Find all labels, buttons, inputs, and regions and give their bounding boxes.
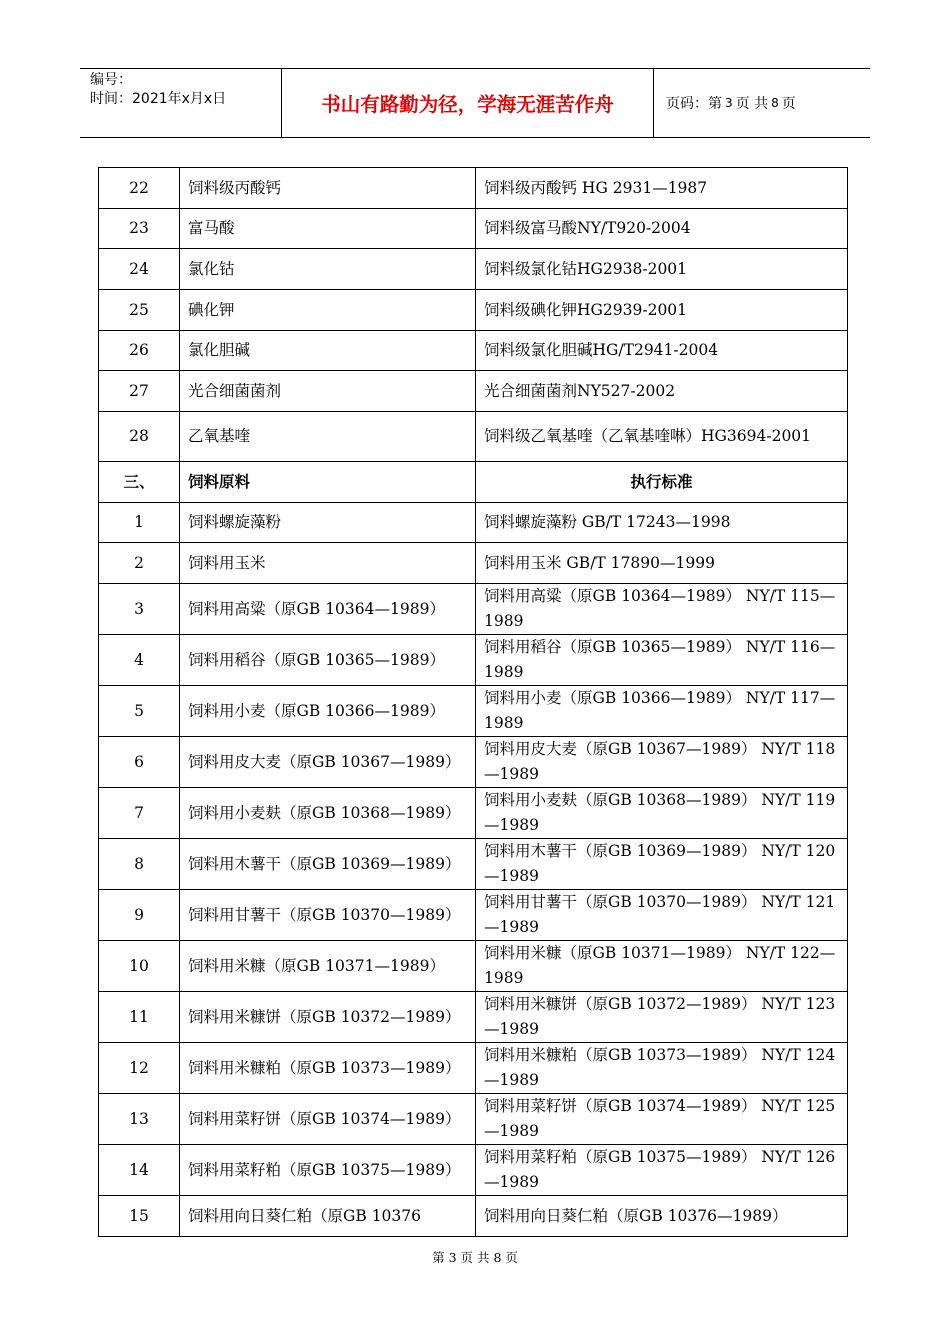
- row-number: 1: [99, 503, 180, 543]
- standards-table: [98, 167, 848, 1237]
- standard-code: 饲料级氯化钴HG2938-2001: [476, 249, 848, 290]
- row-number: 23: [99, 209, 180, 249]
- table-row: [99, 737, 848, 788]
- document-date: 时间：2021年x月x日: [90, 91, 227, 107]
- section-header-row: [99, 462, 848, 503]
- table-row: [99, 249, 848, 290]
- row-number: 10: [99, 941, 180, 992]
- header-motto: 书山有路勤为径，学海无涯苦作舟: [282, 69, 654, 137]
- row-number: 14: [99, 1145, 180, 1196]
- standard-code: 饲料用稻谷（原GB 10365—1989） NY/T 116—1989: [476, 635, 848, 686]
- row-number: 2: [99, 543, 180, 584]
- row-number: 22: [99, 168, 180, 209]
- material-name: 饲料原料: [180, 462, 476, 503]
- standard-code: 饲料用米糠（原GB 10371—1989） NY/T 122—1989: [476, 941, 848, 992]
- row-number: 28: [99, 412, 180, 462]
- table-row: [99, 584, 848, 635]
- table-row: [99, 635, 848, 686]
- material-name: 饲料用米糠饼（原GB 10372—1989）: [180, 992, 476, 1043]
- page-total: 8: [771, 96, 779, 110]
- standard-code: 饲料用皮大麦（原GB 10367—1989） NY/T 118—1989: [476, 737, 848, 788]
- material-name: 饲料用玉米: [180, 543, 476, 584]
- row-number: 25: [99, 290, 180, 331]
- material-name: 饲料用木薯干（原GB 10369—1989）: [180, 839, 476, 890]
- row-number: 7: [99, 788, 180, 839]
- material-name: 氯化胆碱: [180, 331, 476, 371]
- standard-code: 饲料级氯化胆碱HG/T2941-2004: [476, 331, 848, 371]
- material-name: 饲料用向日葵仁粕（原GB 10376: [180, 1196, 476, 1237]
- standard-code: 饲料用菜籽粕（原GB 10375—1989） NY/T 126—1989: [476, 1145, 848, 1196]
- material-name: 富马酸: [180, 209, 476, 249]
- material-name: 碘化钾: [180, 290, 476, 331]
- material-name: 饲料用菜籽饼（原GB 10374—1989）: [180, 1094, 476, 1145]
- material-name: 饲料级丙酸钙: [180, 168, 476, 209]
- standard-code: 饲料用高粱（原GB 10364—1989） NY/T 115—1989: [476, 584, 848, 635]
- standard-code: 光合细菌菌剂NY527-2002: [476, 371, 848, 412]
- standard-code: 饲料用甘薯干（原GB 10370—1989） NY/T 121—1989: [476, 890, 848, 941]
- material-name: 饲料用小麦麸（原GB 10368—1989）: [180, 788, 476, 839]
- row-number: 11: [99, 992, 180, 1043]
- table-row: [99, 209, 848, 249]
- material-name: 光合细菌菌剂: [180, 371, 476, 412]
- page-footer: 第 3 页 共 8 页: [432, 1250, 518, 1265]
- standard-code: 饲料级碘化钾HG2939-2001: [476, 290, 848, 331]
- standard-code: 饲料用向日葵仁粕（原GB 10376—1989）: [476, 1196, 848, 1237]
- material-name: 饲料用小麦（原GB 10366—1989）: [180, 686, 476, 737]
- page-suffix: 页: [781, 96, 796, 112]
- row-number: 4: [99, 635, 180, 686]
- header-meta: [80, 69, 282, 137]
- material-name: 饲料用高粱（原GB 10364—1989）: [180, 584, 476, 635]
- standard-code: 饲料用米糠饼（原GB 10372—1989） NY/T 123—1989: [476, 992, 848, 1043]
- standard-code: 饲料用玉米 GB/T 17890—1999: [476, 543, 848, 584]
- page-prefix: 页码：第: [666, 96, 722, 112]
- table-row: [99, 503, 848, 543]
- table-row: [99, 1196, 848, 1237]
- standard-code: 饲料级丙酸钙 HG 2931—1987: [476, 168, 848, 209]
- row-number: 27: [99, 371, 180, 412]
- standard-code: 饲料螺旋藻粉 GB/T 17243—1998: [476, 503, 848, 543]
- row-number: 6: [99, 737, 180, 788]
- standard-code: 饲料级乙氧基喹（乙氧基喹啉）HG3694-2001: [476, 412, 848, 462]
- table-row: [99, 371, 848, 412]
- standard-code: 饲料用小麦麸（原GB 10368—1989） NY/T 119—1989: [476, 788, 848, 839]
- table-row: [99, 331, 848, 371]
- table-row: [99, 890, 848, 941]
- table-row: [99, 168, 848, 209]
- page-mid: 页 共: [735, 96, 769, 112]
- table-row: [99, 941, 848, 992]
- row-number: 9: [99, 890, 180, 941]
- row-number: 26: [99, 331, 180, 371]
- table-row: [99, 412, 848, 462]
- standard-code: 饲料用米糠粕（原GB 10373—1989） NY/T 124—1989: [476, 1043, 848, 1094]
- material-name: 氯化钴: [180, 249, 476, 290]
- material-name: 饲料用甘薯干（原GB 10370—1989）: [180, 890, 476, 941]
- row-number: 5: [99, 686, 180, 737]
- material-name: 饲料用米糠（原GB 10371—1989）: [180, 941, 476, 992]
- table-row: [99, 992, 848, 1043]
- standard-code: 饲料用木薯干（原GB 10369—1989） NY/T 120—1989: [476, 839, 848, 890]
- table-row: [99, 1043, 848, 1094]
- table-row: [99, 1094, 848, 1145]
- row-number: 三、: [99, 462, 180, 503]
- material-name: 饲料用皮大麦（原GB 10367—1989）: [180, 737, 476, 788]
- document-number-label: 编号：: [90, 72, 132, 88]
- standard-code: 饲料用菜籽饼（原GB 10374—1989） NY/T 125—1989: [476, 1094, 848, 1145]
- row-number: 8: [99, 839, 180, 890]
- standard-code: 饲料级富马酸NY/T920-2004: [476, 209, 848, 249]
- page-current: 3: [725, 96, 733, 110]
- material-name: 饲料用米糠粕（原GB 10373—1989）: [180, 1043, 476, 1094]
- standard-code: 饲料用小麦（原GB 10366—1989） NY/T 117—1989: [476, 686, 848, 737]
- header-page-info: [654, 69, 870, 137]
- row-number: 13: [99, 1094, 180, 1145]
- table-row: [99, 686, 848, 737]
- material-name: 乙氧基喹: [180, 412, 476, 462]
- material-name: 饲料用菜籽粕（原GB 10375—1989）: [180, 1145, 476, 1196]
- table-row: [99, 543, 848, 584]
- row-number: 3: [99, 584, 180, 635]
- standard-code: 执行标准: [476, 462, 848, 503]
- row-number: 24: [99, 249, 180, 290]
- row-number: 12: [99, 1043, 180, 1094]
- row-number: 15: [99, 1196, 180, 1237]
- table-row: [99, 290, 848, 331]
- table-row: [99, 1145, 848, 1196]
- material-name: 饲料螺旋藻粉: [180, 503, 476, 543]
- table-row: [99, 839, 848, 890]
- table-row: [99, 788, 848, 839]
- page-header: [80, 68, 870, 138]
- material-name: 饲料用稻谷（原GB 10365—1989）: [180, 635, 476, 686]
